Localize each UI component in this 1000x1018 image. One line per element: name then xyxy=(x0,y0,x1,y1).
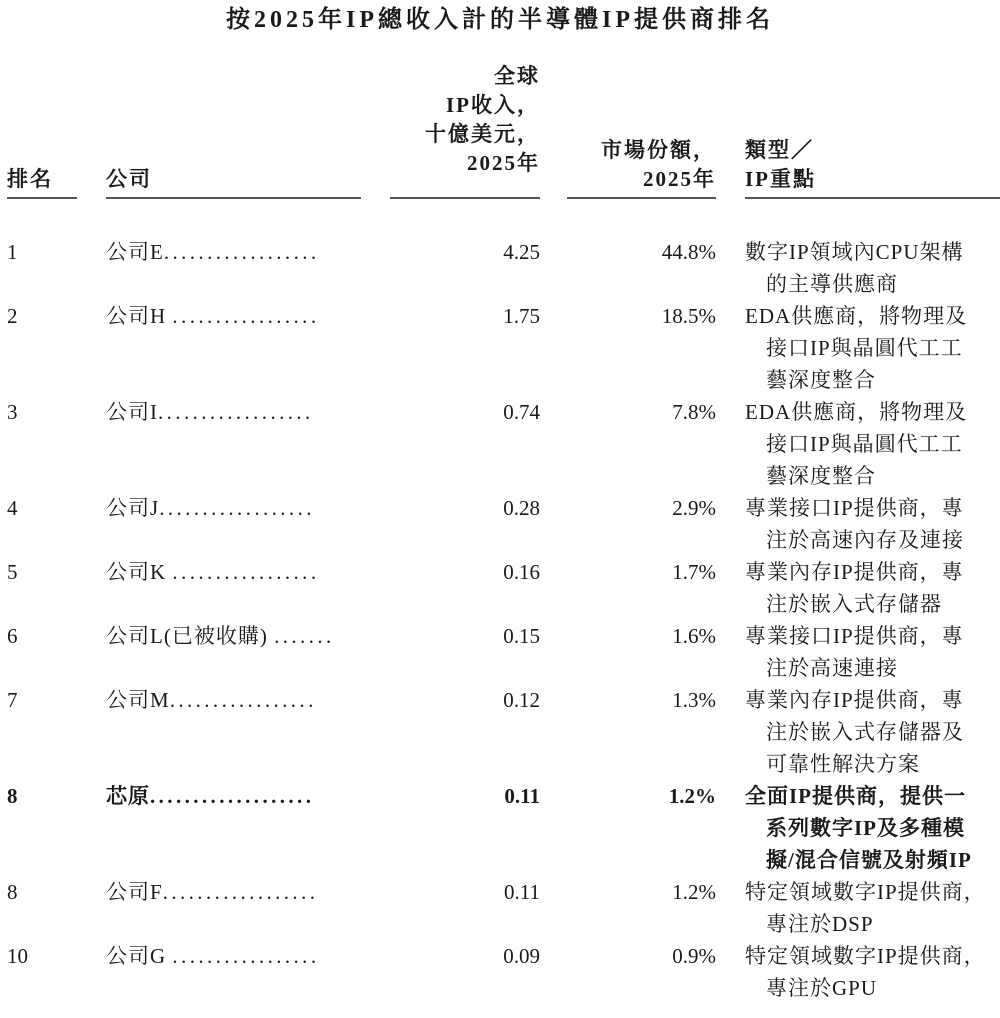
type-line: 專業接口IP提供商，專 xyxy=(745,624,964,648)
header-type-line: IP重點 xyxy=(745,167,816,191)
header-revenue-line: 2025年 xyxy=(467,151,540,175)
company-cell xyxy=(106,684,374,716)
rank-cell: 4 xyxy=(7,496,18,520)
table-row xyxy=(0,780,1000,876)
header-company xyxy=(106,165,361,194)
table-row xyxy=(0,876,1000,940)
type-line: 注於高速內存及連接 xyxy=(766,528,964,552)
table-row xyxy=(0,684,1000,780)
revenue-cell: 0.11 xyxy=(504,880,540,904)
table-row xyxy=(0,556,1000,620)
market-share-cell: 18.5% xyxy=(661,304,716,328)
company-name: 公司L(已被收購) xyxy=(106,624,275,648)
header-type-line: 類型／ xyxy=(745,138,814,162)
leader-dots: .................. xyxy=(163,240,320,264)
company-cell xyxy=(106,940,374,972)
type-line: 的主導供應商 xyxy=(766,272,898,296)
company-name: 公司J xyxy=(106,496,160,520)
rank-cell: 6 xyxy=(7,624,18,648)
market-share-cell: 44.8% xyxy=(661,240,716,264)
company-cell xyxy=(106,780,374,812)
type-line: 專業接口IP提供商，專 xyxy=(745,496,964,520)
type-line: 藝深度整合 xyxy=(766,368,876,392)
revenue-cell: 0.09 xyxy=(503,944,540,968)
company-name: 公司K xyxy=(106,560,173,584)
leader-dots: ................. xyxy=(172,944,320,968)
type-cell xyxy=(745,300,1000,396)
header-rank xyxy=(7,165,77,194)
company-name: 公司F xyxy=(106,880,163,904)
type-line: 全面IP提供商，提供一 xyxy=(745,784,966,808)
type-line: 數字IP領域內CPU架構 xyxy=(745,240,964,264)
header-revenue-line: IP收入， xyxy=(446,93,540,117)
rank-cell: 8 xyxy=(7,784,18,808)
rank-cell: 1 xyxy=(7,240,18,264)
company-cell xyxy=(106,620,374,652)
type-line: 接口IP與晶圓代工工 xyxy=(766,432,963,456)
leader-dots: .................. xyxy=(158,400,314,424)
type-line: 專注於GPU xyxy=(766,976,878,1000)
type-line: 特定領域數字IP提供商， xyxy=(745,880,986,904)
table-row xyxy=(0,236,1000,300)
header-revenue-line: 十億美元， xyxy=(425,122,540,146)
company-name: 公司H xyxy=(106,304,173,328)
header-share-line: 2025年 xyxy=(643,167,716,191)
type-line: EDA供應商，將物理及 xyxy=(745,400,968,424)
leader-dots: ....... xyxy=(274,624,335,648)
company-name: 芯原 xyxy=(106,784,150,808)
header-rule-revenue xyxy=(390,197,540,199)
company-cell xyxy=(106,300,374,332)
rank-cell: 8 xyxy=(7,880,18,904)
table-title: 按2025年IP總收入計的半導體IP提供商排名 xyxy=(226,7,774,33)
header-rule-type xyxy=(745,197,1000,199)
company-name: 公司E xyxy=(106,240,164,264)
type-line: EDA供應商，將物理及 xyxy=(745,304,968,328)
company-cell xyxy=(106,556,374,588)
leader-dots: ................. xyxy=(172,304,320,328)
market-share-cell: 1.2% xyxy=(668,784,716,808)
company-name: 公司I xyxy=(106,400,158,424)
header-rank-line: 排名 xyxy=(7,167,53,191)
header-rule-company xyxy=(106,197,361,199)
type-cell xyxy=(745,940,1000,1004)
table-row xyxy=(0,620,1000,684)
type-line: 擬/混合信號及射頻IP xyxy=(766,848,972,872)
company-cell xyxy=(106,396,374,428)
header-rule-share xyxy=(567,197,716,199)
market-share-cell: 2.9% xyxy=(672,496,716,520)
company-cell xyxy=(106,492,374,524)
type-cell xyxy=(745,556,1000,620)
revenue-cell: 0.15 xyxy=(503,624,540,648)
header-company-line: 公司 xyxy=(106,167,152,191)
type-line: 接口IP與晶圓代工工 xyxy=(766,336,963,360)
revenue-cell: 0.16 xyxy=(503,560,540,584)
header-market-share xyxy=(567,136,716,194)
header-share-line: 市場份額， xyxy=(601,138,716,162)
revenue-cell: 0.74 xyxy=(503,400,540,424)
rank-cell: 7 xyxy=(7,688,18,712)
header-rule-rank xyxy=(7,197,77,199)
type-line: 系列數字IP及多種模 xyxy=(766,816,965,840)
market-share-cell: 0.9% xyxy=(672,944,716,968)
revenue-cell: 4.25 xyxy=(503,240,540,264)
table-row xyxy=(0,492,1000,556)
table-row xyxy=(0,300,1000,396)
leader-dots: .................. xyxy=(162,880,319,904)
type-line: 注於嵌入式存儲器及 xyxy=(766,720,964,744)
rank-cell: 2 xyxy=(7,304,18,328)
type-cell xyxy=(745,876,1000,940)
type-line: 注於嵌入式存儲器 xyxy=(766,592,942,616)
type-line: 專業內存IP提供商，專 xyxy=(745,560,964,584)
header-revenue-line: 全球 xyxy=(494,64,540,88)
type-line: 特定領域數字IP提供商， xyxy=(745,944,986,968)
market-share-cell: 1.7% xyxy=(672,560,716,584)
type-cell xyxy=(745,780,1000,876)
type-line: 注於高速連接 xyxy=(766,656,898,680)
market-share-cell: 1.2% xyxy=(672,880,716,904)
type-line: 專注於DSP xyxy=(766,912,874,936)
type-line: 專業內存IP提供商，專 xyxy=(745,688,964,712)
rank-cell: 5 xyxy=(7,560,18,584)
table-row xyxy=(0,396,1000,492)
leader-dots: ................. xyxy=(172,560,320,584)
company-cell xyxy=(106,236,374,268)
header-type xyxy=(745,136,1000,194)
company-name: 公司M xyxy=(106,688,170,712)
revenue-cell: 0.11 xyxy=(504,784,540,808)
type-cell xyxy=(745,620,1000,684)
rank-cell: 3 xyxy=(7,400,18,424)
table-row xyxy=(0,940,1000,1004)
company-cell xyxy=(106,876,374,908)
type-cell xyxy=(745,684,1000,780)
type-cell xyxy=(745,396,1000,492)
market-share-cell: 7.8% xyxy=(672,400,716,424)
type-cell xyxy=(745,492,1000,556)
header-revenue xyxy=(390,62,540,178)
revenue-cell: 0.28 xyxy=(503,496,540,520)
leader-dots: ................. xyxy=(169,688,317,712)
type-line: 藝深度整合 xyxy=(766,464,876,488)
table-body xyxy=(0,236,1000,1004)
type-line: 可靠性解決方案 xyxy=(766,752,920,776)
market-share-cell: 1.6% xyxy=(672,624,716,648)
company-name: 公司G xyxy=(106,944,173,968)
market-share-cell: 1.3% xyxy=(672,688,716,712)
leader-dots: ................... xyxy=(150,784,315,808)
type-cell xyxy=(745,236,1000,300)
revenue-cell: 1.75 xyxy=(503,304,540,328)
rank-cell: 10 xyxy=(7,944,28,968)
revenue-cell: 0.12 xyxy=(503,688,540,712)
leader-dots: .................. xyxy=(159,496,315,520)
